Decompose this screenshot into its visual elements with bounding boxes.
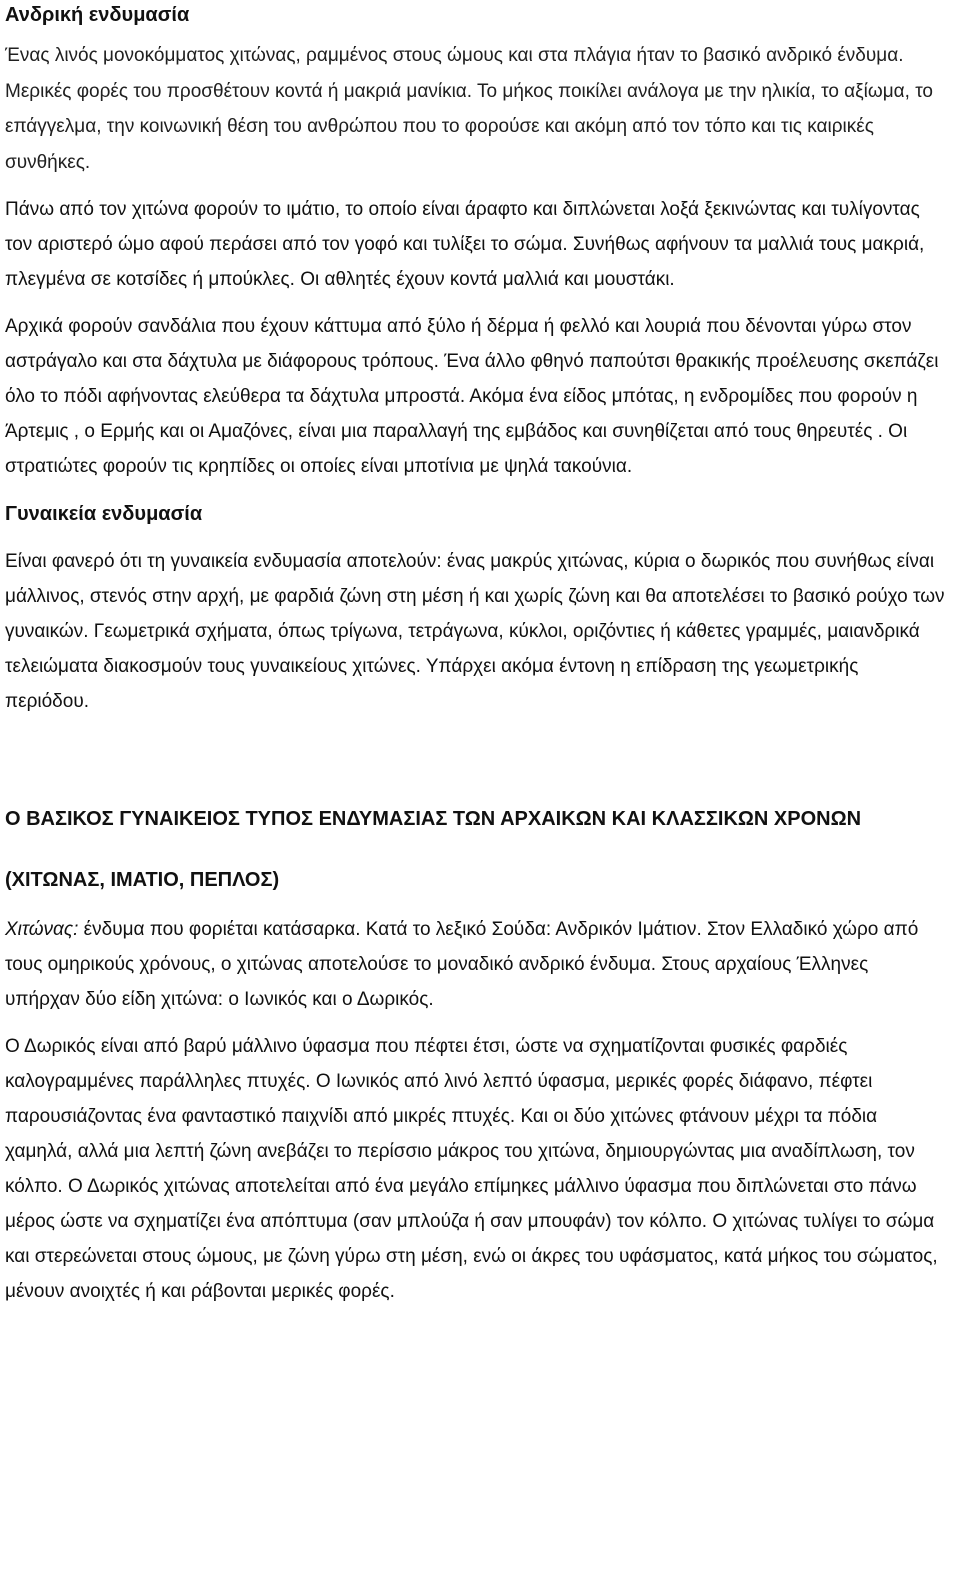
spacer [5, 180, 946, 192]
spacer [5, 831, 946, 868]
chiton-definition-paragraph [5, 912, 946, 1017]
spacer [5, 484, 946, 502]
spacer [5, 719, 946, 807]
spacer [5, 526, 946, 544]
female-paragraph: Είναι φανερό ότι τη γυναικεία ενδυμασία αποτελούν: ένας μακρύς χιτώνας, κύρια ο δωρικός που συνήθως είναι μάλλινος, στενός στην αρχή, με φαρδιά ζώνη στη μέση ή και χωρίς ζώνη και θα αποτελέσει το βασικό ρούχο των γυναικών. Γεωμετρικά σχήματα, όπως τρίγωνα, τετράγωνα, κύκλοι, οριζόντιες ή κάθετες γραμμές, μαιανδρικά τελειώματα διακοσμούν τους γυναικείους χιτώνες. Υπάρχει ακόμα έντονη η επίδραση της γεωμετρικής περιόδου. [5, 551, 945, 712]
basic-type-subtitle: (ΧΙΤΩΝΑΣ, ΙΜΑΤΙΟ, ΠΕΠΛΟΣ) [5, 869, 280, 891]
male-paragraph-himation: Πάνω από τον χιτώνα φορούν το ιμάτιο, το οποίο είναι άραφτο και διπλώνεται λοξά ξεκινώντας και τυλίγοντας τον αριστερό ώμο αφού περάσει από τον γοφό και τυλίξει το σώμα. Συνήθως αφήνουν τα μαλλιά τους μακριά, πλεγμένα σε κοτσίδες ή μπούκλες. Οι αθλητές έχουν κοντά μαλλιά και μουστάκι. [5, 199, 925, 290]
chiton-term: Χιτώνας: [5, 919, 79, 940]
spacer [5, 892, 946, 912]
male-clothing-title: Ανδρική ενδυμασία [5, 4, 190, 26]
doric-ionic-paragraph: Ο Δωρικός είναι από βαρύ μάλλινο ύφασμα που πέφτει έτσι, ώστε να σχηματίζονται φυσικές φαρδιές καλογραμμένες παράλληλες πτυχές. Ο Ιωνικός από λινό λεπτό ύφασμα, μερικές φορές διάφανο, πέφτει παρουσιάζοντας ένα φανταστικό παιχνίδι από μικρές πτυχές. Και οι δύο χιτώνες φτάνουν μέχρι τα πόδια χαμηλά, αλλά μια λεπτή ζώνη ανεβάζει το περίσσιο μάκρος του χιτώνα, δημιουργώντας μια αναδίπλωση, τον κόλπο. Ο Δωρικός χιτώνας αποτελείται από ένα μεγάλο επίμηκες μάλλινο ύφασμα που διπλώνεται στο πάνω μέρος ώστε να σχηματίζει ένα απόπτυμα (σαν μπλούζα ή σαν μπουφάν) τον κόλπο. Ο χιτώνας τυλίγει το σώμα και στερεώνεται στους ώμους, με ζώνη γύρω στη μέση, ενώ οι άκρες του υφάσματος, κατά μήκος του σώματος, μένουν ανοιχτές ή και ράβονται μερικές φορές. [5, 1036, 938, 1302]
basic-type-title: Ο ΒΑΣΙΚΟΣ ΓΥΝΑΙΚΕΙΟΣ ΤΥΠΟΣ ΕΝΔΥΜΑΣΙΑΣ ΤΩΝ ΑΡΧΑΙΚΩΝ ΚΑΙ ΚΛΑΣΣΙΚΩΝ ΧΡΟΝΩΝ [5, 808, 862, 830]
female-clothing-title: Γυναικεία ενδυμασία [5, 503, 203, 525]
chiton-definition: ένδυμα που φοριέται κατάσαρκα. Κατά το λεξικό Σούδα: Ανδρικόν Ιμάτιον. Στον Ελλαδικό χώρο από τους ομηρικούς χρόνους, ο χιτώνας αποτελούσε το μοναδικό ανδρικό ένδυμα. Στους αρχαίους Έλληνες υπήρχαν δύο είδη χιτώνα: ο Ιωνικός και ο Δωρικός. [5, 919, 919, 1010]
spacer [5, 1017, 946, 1029]
male-paragraph-footwear: Αρχικά φορούν σανδάλια που έχουν κάττυμα από ξύλο ή δέρμα ή φελλό και λουριά που δένονται γύρω στον αστράγαλο και στα δάχτυλα με διάφορους τρόπους. Ένα άλλο φθηνό παπούτσι θρακικής προέλευσης σκεπάζει όλο το πόδι αφήνοντας ελεύθερα τα δάχτυλα μπροστά. Ακόμα ένα είδος μπότας, η ενδρομίδες που φορούν η Άρτεμις , ο Ερμής και οι Αμαζόνες, είναι μια παραλλαγή της εμβάδος και συνηθίζεται από τους θηρευτές . Οι στρατιώτες φορούν τις κρηπίδες οι οποίες είναι μποτίνια με ψηλά τακούνια. [5, 316, 939, 477]
spacer [5, 297, 946, 309]
male-paragraph-chiton: Ένας λινός μονοκόμματος χιτώνας, ραμμένος στους ώμους και στα πλάγια ήταν το βασικό ανδρικό ένδυμα. Μερικές φορές του προσθέτουν κοντά ή μακριά μανίκια. Το μήκος ποικίλει ανάλογα με την ηλικία, το αξίωμα, το επάγγελμα, την κοινωνική θέση του ανθρώπου που το φορούσε και ακόμη από τον τόπο και τις καιρικές συνθήκες. [5, 45, 934, 173]
